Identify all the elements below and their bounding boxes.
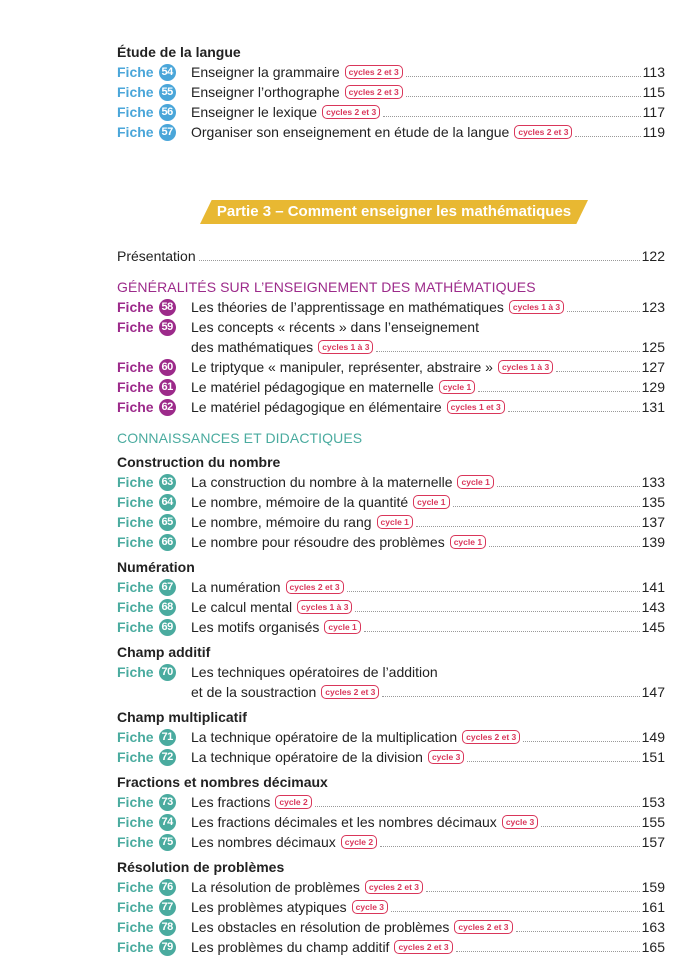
section-heading-etude: Étude de la langue (117, 44, 241, 60)
section-heading-generalites: GÉNÉRALITÉS SUR L’ENSEIGNEMENT DES MATHÉMATIQUES (117, 279, 536, 295)
fiche-label (117, 297, 191, 317)
page-number: 125 (641, 339, 665, 355)
section-heading-connaissances: CONNAISSANCES ET DIDACTIQUES (117, 430, 363, 446)
entry-body (191, 597, 665, 617)
entry-title: Les motifs organisés (191, 619, 320, 635)
entry-line (191, 617, 665, 637)
entry-title: Les problèmes atypiques (191, 899, 347, 915)
toc-entry[interactable] (117, 617, 665, 637)
page-number: 159 (641, 879, 665, 895)
entry-line (191, 917, 665, 937)
entry-title: Les théories de l’apprentissage en mathématiques (191, 299, 504, 315)
entry-body (191, 82, 665, 102)
fiche-label (117, 937, 191, 957)
dot-leader (406, 96, 641, 97)
cycle-badge: cycles 2 et 3 (462, 730, 520, 744)
entry-title: Les techniques opératoires de l’addition (191, 664, 438, 680)
entry-line (191, 397, 665, 417)
entry-line (191, 597, 665, 617)
entry-title: Les concepts « récents » dans l’enseignement (191, 319, 479, 335)
toc-entry[interactable] (117, 897, 665, 917)
fiche-word: Fiche (117, 749, 154, 765)
page-number: 165 (641, 939, 665, 955)
toc-entry[interactable] (117, 62, 665, 82)
entry-body (191, 792, 665, 812)
toc-entry[interactable] (117, 82, 665, 102)
cycle-badge: cycles 1 à 3 (509, 300, 564, 314)
cycle-badge: cycle 1 (377, 515, 413, 529)
page-number: 161 (641, 899, 665, 915)
page-number: 115 (642, 84, 665, 100)
cycle-badge: cycles 1 à 3 (498, 360, 553, 374)
toc-entry[interactable] (117, 662, 665, 702)
dot-leader (575, 136, 640, 137)
subsection-heading: Résolution de problèmes (117, 859, 285, 875)
entry-line (191, 377, 665, 397)
part-banner (200, 200, 588, 224)
entry-body (191, 662, 665, 702)
toc-entry[interactable] (117, 937, 665, 957)
dot-leader (426, 891, 640, 892)
cycle-badge: cycle 1 (450, 535, 486, 549)
entry-body (191, 897, 665, 917)
fiche-label (117, 917, 191, 937)
fiche-label (117, 597, 191, 617)
dot-leader (315, 806, 640, 807)
fiche-number-badge: 64 (159, 494, 176, 511)
entry-title: La numération (191, 579, 281, 595)
fiche-number-badge: 63 (159, 474, 176, 491)
entry-line (191, 877, 665, 897)
entry-title: Le matériel pédagogique en maternelle (191, 379, 434, 395)
entry-title: La technique opératoire de la division (191, 749, 423, 765)
fiche-number-badge: 59 (159, 319, 176, 336)
page-number: 137 (641, 514, 665, 530)
entry-line (191, 662, 665, 682)
page-number: 119 (642, 124, 665, 140)
fiche-label (117, 897, 191, 917)
entry-body (191, 297, 665, 317)
entry-title: Le matériel pédagogique en élémentaire (191, 399, 442, 415)
cycle-badge: cycles 1 à 3 (318, 340, 373, 354)
fiche-word: Fiche (117, 474, 154, 490)
entry-body (191, 492, 665, 512)
page-number: 122 (641, 248, 665, 264)
fiche-number-badge: 77 (159, 899, 176, 916)
fiche-number-badge: 76 (159, 879, 176, 896)
fiche-word: Fiche (117, 814, 154, 830)
entry-line (191, 337, 665, 357)
dot-leader (489, 546, 640, 547)
fiche-word: Fiche (117, 84, 154, 100)
toc-entry[interactable] (117, 472, 665, 492)
entry-title: Le nombre, mémoire de la quantité (191, 494, 409, 510)
entry-body (191, 377, 665, 397)
fiche-number-badge: 71 (159, 729, 176, 746)
cycle-badge: cycles 2 et 3 (365, 880, 423, 894)
entry-line (191, 317, 665, 337)
fiche-number-badge: 56 (159, 104, 176, 121)
entry-body (191, 532, 665, 552)
subsection-heading: Numération (117, 559, 195, 575)
entry-title-continued: et de la soustraction (191, 684, 317, 700)
entry-body (191, 812, 665, 832)
subsection-heading: Champ multiplicatif (117, 709, 247, 725)
fiche-word: Fiche (117, 794, 154, 810)
fiche-word: Fiche (117, 664, 154, 680)
page-number: 133 (641, 474, 665, 490)
cycle-badge: cycle 2 (341, 835, 377, 849)
entry-line (191, 792, 665, 812)
cycle-badge: cycle 3 (428, 750, 464, 764)
fiche-word: Fiche (117, 834, 154, 850)
entry-body (191, 937, 665, 957)
page-number: 139 (641, 534, 665, 550)
fiche-label (117, 512, 191, 532)
entry-line (191, 577, 665, 597)
cycle-badge: cycle 1 (324, 620, 360, 634)
page-number: 113 (642, 64, 665, 80)
fiche-word: Fiche (117, 899, 154, 915)
entry-body (191, 747, 665, 767)
entry-line (191, 297, 665, 317)
dot-leader (508, 411, 640, 412)
fiche-label (117, 877, 191, 897)
dot-leader (523, 741, 639, 742)
entry-body (191, 727, 665, 747)
fiche-label (117, 792, 191, 812)
fiche-number-badge: 78 (159, 919, 176, 936)
fiche-number-badge: 57 (159, 124, 176, 141)
subsection-heading: Champ additif (117, 644, 211, 660)
toc-entry[interactable] (117, 532, 665, 552)
cycle-badge: cycles 2 et 3 (321, 685, 379, 699)
fiche-label (117, 532, 191, 552)
toc-entry[interactable] (117, 357, 665, 377)
cycle-badge: cycles 1 et 3 (447, 400, 505, 414)
entry-line (191, 492, 665, 512)
fiche-label (117, 617, 191, 637)
fiche-label (117, 832, 191, 852)
page-number: 117 (642, 104, 665, 120)
fiche-number-badge: 67 (159, 579, 176, 596)
entry-body (191, 577, 665, 597)
table-of-contents (117, 42, 665, 957)
fiche-number-badge: 79 (159, 939, 176, 956)
fiche-label (117, 747, 191, 767)
page-number: 157 (641, 834, 665, 850)
fiche-word: Fiche (117, 124, 154, 140)
fiche-number-badge: 68 (159, 599, 176, 616)
entry-title: Le triptyque « manipuler, représenter, abstraire » (191, 359, 493, 375)
entry-body (191, 832, 665, 852)
dot-leader (364, 631, 640, 632)
fiche-word: Fiche (117, 919, 154, 935)
fiche-label (117, 812, 191, 832)
toc-entry[interactable] (117, 727, 665, 747)
fiche-label (117, 397, 191, 417)
toc-entry[interactable] (117, 812, 665, 832)
page-number: 151 (641, 749, 665, 765)
fiche-word: Fiche (117, 359, 154, 375)
dot-leader (347, 591, 640, 592)
entry-title: Enseigner le lexique (191, 104, 318, 120)
entry-title: Le nombre pour résoudre des problèmes (191, 534, 445, 550)
toc-entry[interactable] (117, 492, 665, 512)
entry-line (191, 812, 665, 832)
toc-entry[interactable] (117, 297, 665, 317)
dot-leader (516, 931, 640, 932)
fiche-number-badge: 65 (159, 514, 176, 531)
page-number: 141 (641, 579, 665, 595)
entry-line (191, 727, 665, 747)
fiche-label (117, 727, 191, 747)
cycle-badge: cycles 2 et 3 (514, 125, 572, 139)
page-number: 131 (641, 399, 665, 415)
banner-title: Partie 3 – Comment enseigner les mathématiques (216, 203, 572, 220)
fiche-word: Fiche (117, 64, 154, 80)
toc-entry[interactable] (117, 397, 665, 417)
cycle-badge: cycle 2 (275, 795, 311, 809)
entry-title: Les fractions (191, 794, 271, 810)
fiche-label (117, 82, 191, 102)
cycle-badge: cycles 1 à 3 (297, 600, 352, 614)
dot-leader (497, 486, 640, 487)
page-number: 127 (641, 359, 665, 375)
entry-line (191, 832, 665, 852)
dot-leader (376, 351, 639, 352)
entry-title: La résolution de problèmes (191, 879, 360, 895)
entry-line (191, 122, 665, 142)
fiche-number-badge: 66 (159, 534, 176, 551)
page-number: 153 (641, 794, 665, 810)
dot-leader (406, 76, 641, 77)
entry-title: Les problèmes du champ additif (191, 939, 390, 955)
entry-body (191, 617, 665, 637)
page-number: 145 (641, 619, 665, 635)
cycle-badge: cycle 1 (413, 495, 449, 509)
dot-leader (380, 846, 640, 847)
entry-body (191, 357, 665, 377)
entry-title: Les fractions décimales et les nombres décimaux (191, 814, 497, 830)
fiche-word: Fiche (117, 939, 154, 955)
fiche-word: Fiche (117, 534, 154, 550)
entry-title: Enseigner l’orthographe (191, 84, 340, 100)
page-number: 129 (641, 379, 665, 395)
cycle-badge: cycles 2 et 3 (286, 580, 344, 594)
toc-entry[interactable] (117, 832, 665, 852)
entry-body (191, 472, 665, 492)
fiche-number-badge: 70 (159, 664, 176, 681)
fiche-number-badge: 74 (159, 814, 176, 831)
entry-line (191, 62, 665, 82)
fiche-label (117, 472, 191, 492)
toc-entry[interactable] (117, 122, 665, 142)
page-number: 147 (641, 684, 665, 700)
cycle-badge: cycle 3 (502, 815, 538, 829)
cycle-badge: cycles 2 et 3 (345, 65, 403, 79)
fiche-label (117, 377, 191, 397)
entry-title: Le calcul mental (191, 599, 293, 615)
fiche-word: Fiche (117, 319, 154, 335)
dot-leader (382, 696, 639, 697)
toc-entry-presentation[interactable] (117, 246, 665, 266)
entry-title: Enseigner la grammaire (191, 64, 340, 80)
page-number: 135 (641, 494, 665, 510)
fiche-word: Fiche (117, 514, 154, 530)
entry-body (191, 877, 665, 897)
fiche-word: Fiche (117, 494, 154, 510)
toc-entry[interactable] (117, 747, 665, 767)
fiche-number-badge: 55 (159, 84, 176, 101)
entry-body (191, 917, 665, 937)
fiche-word: Fiche (117, 619, 154, 635)
fiche-word: Fiche (117, 299, 154, 315)
toc-entry[interactable] (117, 597, 665, 617)
entry-line (191, 897, 665, 917)
dot-leader (355, 611, 639, 612)
dot-leader (199, 260, 640, 261)
dot-leader (556, 371, 639, 372)
entry-body (191, 122, 665, 142)
toc-entry[interactable] (117, 792, 665, 812)
fiche-number-badge: 62 (159, 399, 176, 416)
dot-leader (541, 826, 639, 827)
fiche-number-badge: 73 (159, 794, 176, 811)
toc-entry[interactable] (117, 317, 665, 357)
fiche-label (117, 62, 191, 82)
fiche-label (117, 662, 191, 682)
entry-title: La construction du nombre à la maternelle (191, 474, 453, 490)
entry-line (191, 512, 665, 532)
cycle-badge: cycle 1 (439, 380, 475, 394)
entry-line (191, 82, 665, 102)
dot-leader (567, 311, 640, 312)
fiche-number-badge: 54 (159, 64, 176, 81)
entry-line (191, 102, 665, 122)
subsection-heading: Fractions et nombres décimaux (117, 774, 328, 790)
fiche-number-badge: 75 (159, 834, 176, 851)
page-number: 149 (641, 729, 665, 745)
fiche-number-badge: 69 (159, 619, 176, 636)
entry-body (191, 317, 665, 357)
cycle-badge: cycles 2 et 3 (454, 920, 512, 934)
page-number: 155 (641, 814, 665, 830)
toc-entry[interactable] (117, 577, 665, 597)
fiche-number-badge: 61 (159, 379, 176, 396)
entry-line (191, 747, 665, 767)
entry-line (191, 357, 665, 377)
page-number: 163 (641, 919, 665, 935)
fiche-label (117, 317, 191, 337)
dot-leader (478, 391, 639, 392)
dot-leader (467, 761, 639, 762)
fiche-word: Fiche (117, 879, 154, 895)
entry-title: La technique opératoire de la multiplication (191, 729, 458, 745)
entry-title-continued: des mathématiques (191, 339, 314, 355)
cycle-badge: cycles 2 et 3 (345, 85, 403, 99)
fiche-word: Fiche (117, 104, 154, 120)
fiche-label (117, 102, 191, 122)
toc-entry[interactable] (117, 512, 665, 532)
cycle-badge: cycle 1 (457, 475, 493, 489)
fiche-word: Fiche (117, 399, 154, 415)
toc-entry[interactable] (117, 877, 665, 897)
subsection-heading: Construction du nombre (117, 454, 281, 470)
entry-body (191, 512, 665, 532)
fiche-number-badge: 72 (159, 749, 176, 766)
toc-entry[interactable] (117, 102, 665, 122)
fiche-word: Fiche (117, 379, 154, 395)
page-number: 143 (641, 599, 665, 615)
toc-entry[interactable] (117, 377, 665, 397)
fiche-word: Fiche (117, 729, 154, 745)
entry-title: Les nombres décimaux (191, 834, 336, 850)
entry-line (191, 682, 665, 702)
fiche-label (117, 357, 191, 377)
fiche-number-badge: 58 (159, 299, 176, 316)
dot-leader (383, 116, 640, 117)
entry-title: Le nombre, mémoire du rang (191, 514, 372, 530)
entry-line (191, 937, 665, 957)
cycle-badge: cycles 2 et 3 (394, 940, 452, 954)
dot-leader (416, 526, 640, 527)
entry-body (191, 62, 665, 82)
fiche-label (117, 122, 191, 142)
presentation-label: Présentation (117, 248, 196, 264)
fiche-label (117, 492, 191, 512)
dot-leader (391, 911, 640, 912)
cycle-badge: cycles 2 et 3 (322, 105, 380, 119)
fiche-label (117, 577, 191, 597)
fiche-word: Fiche (117, 579, 154, 595)
cycle-badge: cycle 3 (352, 900, 388, 914)
entry-line (191, 472, 665, 492)
entry-body (191, 102, 665, 122)
entry-line (191, 532, 665, 552)
entry-title: Les obstacles en résolution de problèmes (191, 919, 450, 935)
page-number: 123 (641, 299, 665, 315)
dot-leader (453, 506, 640, 507)
dot-leader (456, 951, 640, 952)
fiche-number-badge: 60 (159, 359, 176, 376)
entry-body (191, 397, 665, 417)
toc-entry[interactable] (117, 917, 665, 937)
entry-title: Organiser son enseignement en étude de la langue (191, 124, 510, 140)
fiche-word: Fiche (117, 599, 154, 615)
